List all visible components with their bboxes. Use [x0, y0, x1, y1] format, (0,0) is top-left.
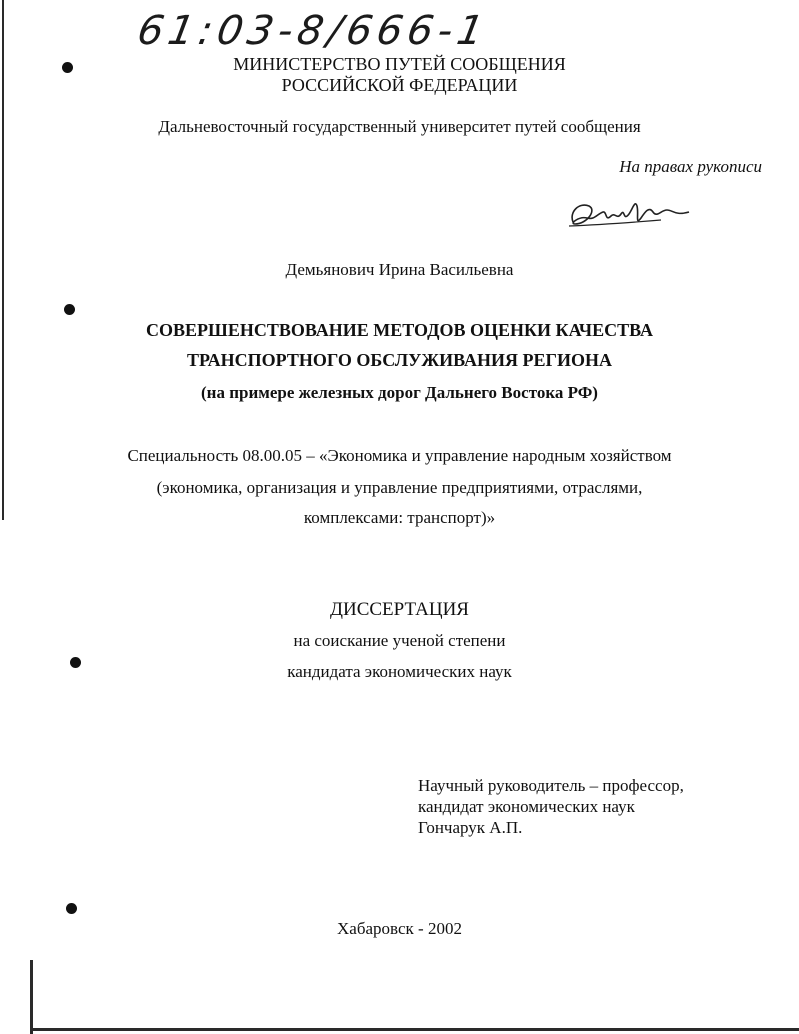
- specialty-line-2: (экономика, организация и управление предприятиями, отраслями,: [156, 478, 643, 497]
- degree-line-2: кандидата экономических наук: [287, 662, 512, 681]
- supervisor-line-1: Научный руководитель – профессор,: [418, 776, 684, 795]
- archive-number-handwritten: 61:03-8/666-1: [133, 8, 492, 54]
- specialty-line-3: комплексами: транспорт)»: [303, 508, 496, 527]
- author-signature: [565, 192, 695, 242]
- scan-edge-line: [30, 1028, 799, 1031]
- scan-edge-line: [30, 960, 33, 1034]
- author-name: Демьянович Ирина Васильевна: [285, 260, 514, 279]
- binder-hole-dot: [64, 304, 75, 315]
- document-type-heading: ДИССЕРТАЦИЯ: [330, 599, 469, 620]
- dissertation-title-line-2: ТРАНСПОРТНОГО ОБСЛУЖИВАНИЯ РЕГИОНА: [186, 350, 612, 370]
- university-name: Дальневосточный государственный университет путей сообщения: [158, 117, 641, 136]
- dissertation-title-line-1: СОВЕРШЕНСТВОВАНИЕ МЕТОДОВ ОЦЕНКИ КАЧЕСТВА: [146, 320, 653, 340]
- specialty-line-1: Специальность 08.00.05 – «Экономика и управление народным хозяйством: [127, 446, 672, 465]
- dissertation-subtitle: (на примере железных дорог Дальнего Востока РФ): [201, 383, 598, 402]
- city-and-year: Хабаровск - 2002: [337, 919, 462, 938]
- supervisor-line-2: кандидат экономических наук: [418, 797, 635, 816]
- rights-note: На правах рукописи: [619, 157, 762, 176]
- supervisor-name: Гончарук А.П.: [418, 818, 523, 837]
- degree-line-1: на соискание ученой степени: [293, 631, 506, 650]
- ministry-name-line-2: РОССИЙСКОЙ ФЕДЕРАЦИИ: [281, 75, 518, 95]
- binder-hole-dot: [66, 903, 77, 914]
- ministry-name-line-1: МИНИСТЕРСТВО ПУТЕЙ СООБЩЕНИЯ: [233, 54, 566, 74]
